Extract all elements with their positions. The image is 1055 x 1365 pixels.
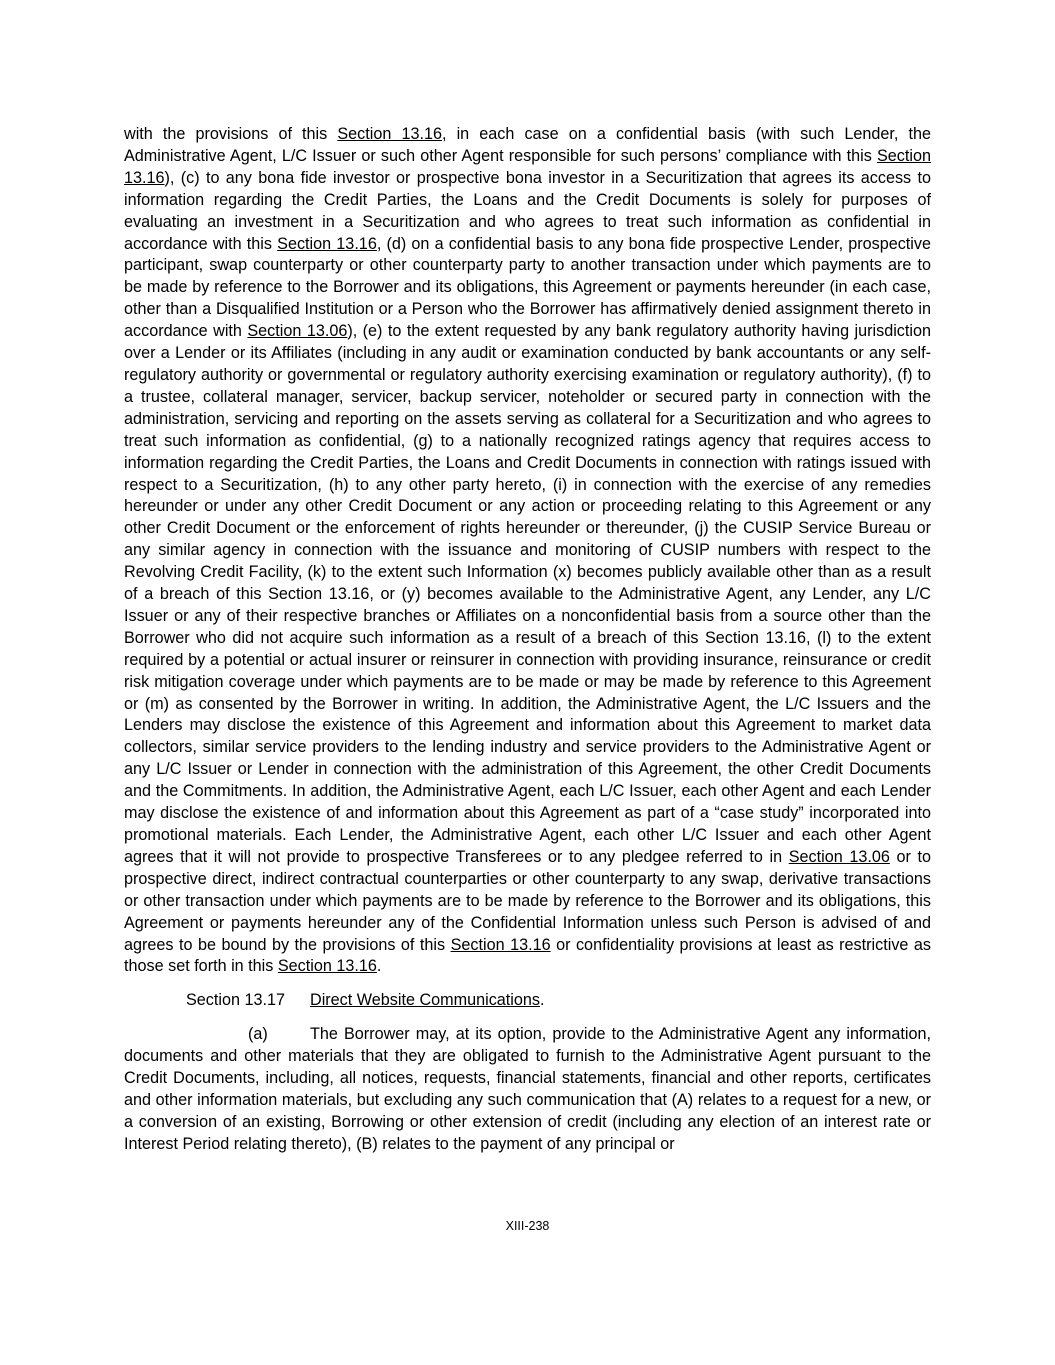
paragraph-label: (a) [248,1025,268,1044]
paragraph-text: The Borrower may, at its option, provide to the Administrative Agent any information, documents and other materials that they are obligated to furnish to the Administrative Agent pursuant to the Credit Documents, including, all notices, requests, financial statements, financial and other reports, certificates and other information materials, but excluding any such communication that (A) relates to a request for a new, or a conversion of an existing, Borrowing or other extension of credit (including any election of an interest rate or Interest Period relating thereto), (B) relates to the payment of any principal or [124,1025,931,1153]
section-ref-13-16: Section 13.16 [277,234,377,253]
section-ref-13-16: Section 13.16 [450,935,551,954]
text-run: or confidentiality provisions at least as restrictive as those set forth in this [124,935,932,976]
text-run: , in each case on a confidential basis (with such Lender, the Administrative Agent, L/C Issuer or such other Agent responsible for such persons’ compliance with this [124,125,932,165]
section-ref-13-06: Section 13.06 [788,847,890,866]
section-title: Direct Website Communications [310,991,540,1010]
section-ref-13-16: Section 13.16 [277,957,377,976]
section-number: Section 13.17 [186,991,285,1010]
text-run: ), (c) to any bona fide investor or prospective bona investor in a Securitization that agrees its access to information regarding the Credit Parties, the Loans and the Credit Documents is solely for purposes of evaluating an investment in a Securitization and who agrees to treat such information as confidential in accordance with this [124,168,931,253]
text-run: or to prospective direct, indirect contractual counterparties or other counterparty to any swap, derivative transactions or other transaction under which payments are to be made by reference to the Borrower and its obligations, this Agreement or payments hereunder any of the Confidential Information unless such Person is advised of and agrees to be bound by the provisions of this [124,847,931,954]
text-run: ), (e) to the extent requested by any bank regulatory authority having jurisdiction over a Lender or its Affiliates (including in any audit or examination conducted by bank accountants or any self-regulatory authority or governmental or regulatory authority exercising examination or regulatory authority), (f) to a trustee, collateral manager, servicer, backup servicer, noteholder or secured party in connection with the administration, servicing and reporting on the assets serving as collateral for a Securitization and who agrees to treat such information as confidential, (g) to a nationally recognized ratings agency that requires access to information regarding the Credit Parties, the Loans and Credit Documents in connection with ratings issued with respect to a Securitization, (h) to any other party hereto, (i) in connection with the exercise of any remedies hereunder or under any other Credit Document or any action or proceeding relating to this Agreement or any other Credit Document or the enforcement of rights hereunder or thereunder, (j) the CUSIP Service Bureau or any similar agency in connection with the issuance and monitoring of CUSIP numbers with respect to the Revolving Credit Facility, (k) to the extent such Information (x) becomes publicly available other than as a result of a breach of this Section 13.16, or (y) becomes available to the Administrative Agent, any Lender, any L/C Issuer or any of their respective branches or Affiliates on a nonconfidential basis from a source other than the Borrower who did not acquire such information as a result of a breach of this Section 13.16, (l) to the extent required by a potential or actual insurer or reinsurer in connection with providing insurance, reinsurance or credit risk mitigation coverage under which payments are to be made or may be made by reference to this Agreement or (m) as consented by the Borrower in writing. In addition, the Administrative Agent, the L/C Issuers and the Lenders may disclose the existence of this Agreement and information about this Agreement to market data collectors, similar service providers to the lending industry and service providers to the Administrative Agent or any L/C Issuer or Lender in connection with the administration of this Agreement, the other Credit Documents and the Commitments. In addition, the Administrative Agent, each L/C Issuer, each other Agent and each Lender may disclose the existence of and information about this Agreement as part of a “case study” incorporated into promotional materials. Each Lender, the Administrative Agent, each other L/C Issuer and each other Agent agrees that it will not provide to prospective Transferees or to any pledgee referred to in [124,322,931,866]
section-ref-13-16: Section 13.16 [124,146,931,187]
text-run: , (d) on a confidential basis to any bona fide prospective Lender, prospective participant, swap counterparty or other counterparty party to another transaction under which payments are to be made by reference to the Borrower and its obligations, this Agreement or payments hereunder (in each case, other than a Disqualified Institution or a Person who the Borrower has affirmatively denied assignment thereto in accordance with [124,234,932,341]
text-run: . [376,957,382,976]
text-run: with the provisions of this [124,125,338,143]
section-title-suffix: . [540,991,545,1010]
paragraph-confidentiality-continuation [124,124,931,978]
section-ref-13-06: Section 13.06 [247,322,348,341]
paragraph-a [124,1024,931,1155]
page-number: XIII-238 [505,1219,550,1233]
body-text [124,124,931,1156]
section-ref-13-16: Section 13.16 [337,125,442,143]
section-heading [186,990,931,1012]
